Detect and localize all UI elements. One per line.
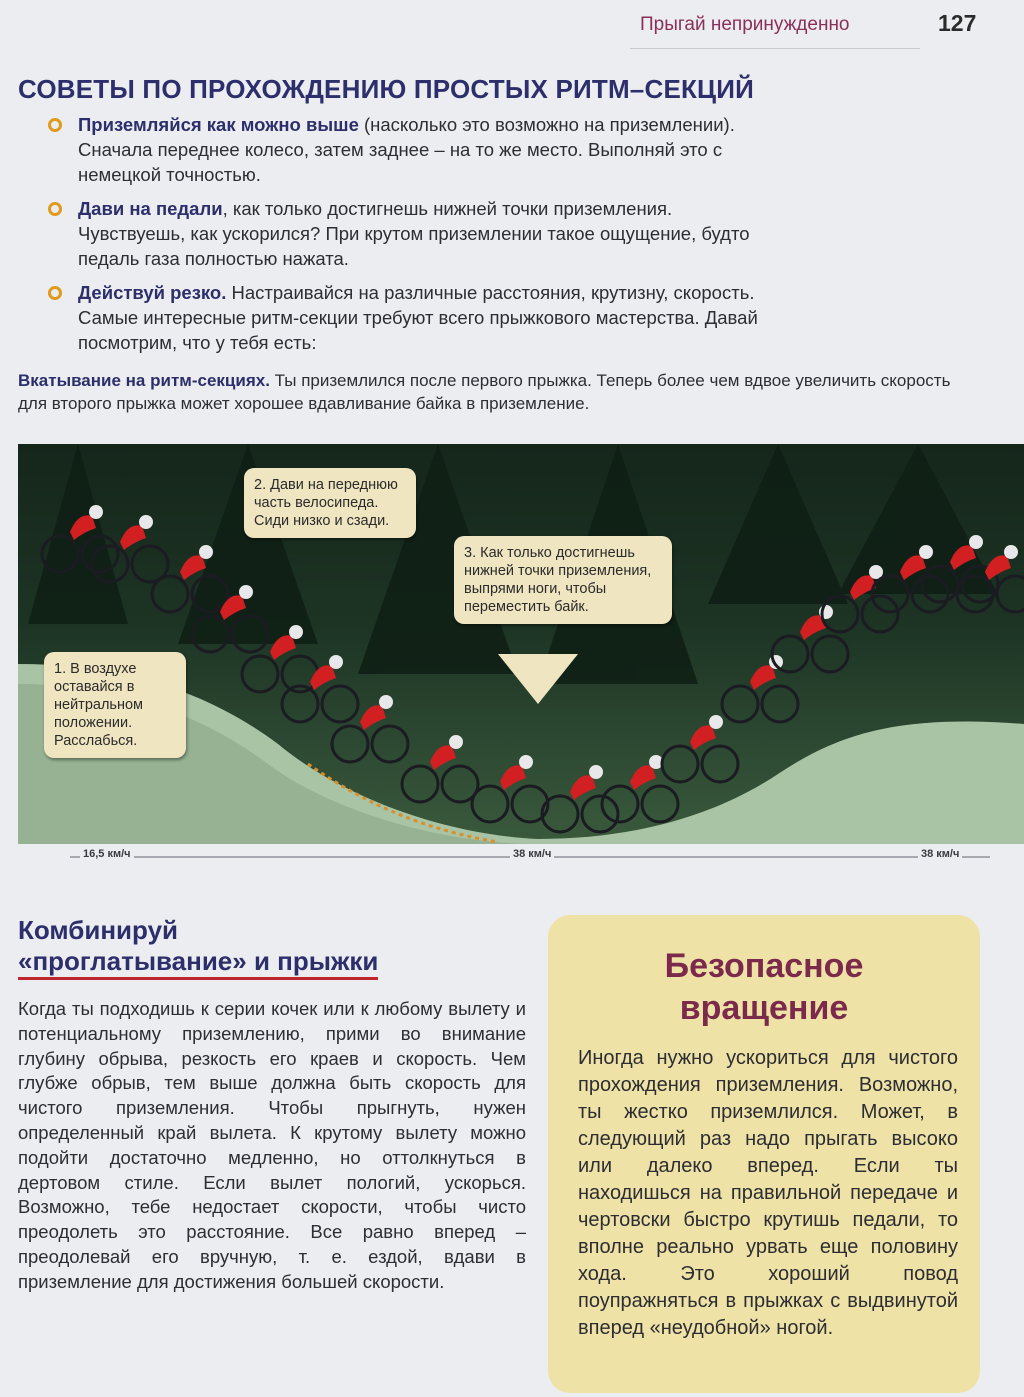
sidebar-title-line2: вращение bbox=[679, 989, 849, 1027]
rider-figure bbox=[332, 695, 408, 762]
tip-text: (насколько это возможно на приземлении). Сначала переднее колесо, затем заднее – на то же место. Выполняй это с немецкой точностью. bbox=[78, 114, 735, 185]
tip-lead: Дави на педали bbox=[78, 198, 223, 219]
speed-label-start: 16,5 км/ч bbox=[80, 848, 134, 860]
tips-list bbox=[78, 112, 783, 364]
tip-item bbox=[78, 280, 783, 355]
rider-figure bbox=[602, 755, 678, 822]
rider-sequence-illustration bbox=[18, 444, 1024, 844]
speed-label-end: 38 км/ч bbox=[918, 848, 962, 860]
callout-1: 1. В воздухе оставайся в нейтральном положении. Расслабься. bbox=[44, 652, 186, 758]
tip-item bbox=[78, 196, 783, 271]
combine-title-line2: «проглатывание» и прыжки bbox=[18, 946, 378, 980]
rider-figure bbox=[722, 655, 798, 722]
speed-label-middle: 38 км/ч bbox=[510, 848, 554, 860]
combine-title-line1: Комбинируй bbox=[18, 915, 179, 945]
sidebar-body: Иногда нужно ускориться для чистого прохождения приземления. Возможно, ты жестко приземлился. Может, в следующий раз надо прыгать высоко или далеко вперед. Если ты находишься на правильной передаче и чертовски быстро крутишь педали, то вполне реально урвать еще половину хода. Это хороший повод поупражняться в прыжках с выдвинутой вперед «неудобной» ногой. bbox=[578, 1047, 958, 1339]
caption-lead: Вкатывание на ритм-секциях. bbox=[18, 371, 270, 390]
sidebar-title-line1: Безопасное bbox=[664, 947, 864, 985]
rider-figure bbox=[772, 605, 848, 672]
page-number: 127 bbox=[938, 10, 977, 36]
tip-lead: Действуй резко. bbox=[78, 282, 227, 303]
photo-caption bbox=[18, 369, 983, 415]
section-title: СОВЕТЫ ПО ПРОХОЖДЕНИЮ ПРОСТЫХ РИТМ–СЕКЦИЙ bbox=[18, 74, 755, 104]
callout-2: 2. Дави на переднюю часть велосипеда. Сиди низко и сзади. bbox=[244, 468, 416, 538]
rider-figure bbox=[542, 765, 618, 832]
sidebar-title bbox=[548, 945, 980, 1029]
bullet-icon bbox=[48, 118, 62, 132]
rider-figure bbox=[402, 735, 478, 802]
combine-body: Когда ты подходишь к серии кочек или к любому вылету и потенциальному приземлению, прими во внимание глубину обрыва, резкость его краев и скорость. Чем глубже обрыв, тем выше должна быть скорость для чистого приземления. Чтобы прыгнуть, нужен определенный край вылета. К крутому вылету можно подойти достаточно медленно, но оттолкнуться в дертовом стиле. Если вылет пологий, ускорься. Возможно, тебе недостает скорости, чтобы чисто преодолеть это расстояние. Все равно вперед – преодолевай его вручную, т. е. ездой, вдави в приземление для достижения большей скорости. bbox=[18, 998, 526, 1292]
caption-text: Ты приземлился после первого прыжка. Теперь более чем вдвое увеличить скорость для второго прыжка может хорошее вдавливание байка в приземление. bbox=[18, 371, 951, 413]
bullet-icon bbox=[48, 202, 62, 216]
rider-figure bbox=[472, 755, 548, 822]
callout-3: 3. Как только достигнешь нижней точки приземления, выпрями ноги, чтобы переместить байк. bbox=[454, 536, 672, 624]
header-divider bbox=[630, 48, 920, 49]
tip-lead: Приземляйся как можно выше bbox=[78, 114, 359, 135]
speed-bar bbox=[70, 846, 990, 868]
bullet-icon bbox=[48, 286, 62, 300]
rider-figure bbox=[662, 715, 738, 782]
tip-text: Настраивайся на различные расстояния, крутизну, скорость. Самые интересные ритм-секции требуют всего прыжкового мастерства. Давай посмотрим, что у тебя есть: bbox=[78, 282, 758, 353]
tip-text: , как только достигнешь нижней точки приземления. Чувствуешь, как ускорился? При крутом приземлении такое ощущение, будто педаль газа полностью нажата. bbox=[78, 198, 750, 269]
rider-figure bbox=[282, 655, 358, 722]
sequence-photo bbox=[18, 444, 1024, 844]
combine-title bbox=[18, 915, 378, 977]
tip-item bbox=[78, 112, 783, 187]
sidebar-box bbox=[548, 915, 980, 1393]
running-title: Прыгай непринужденно bbox=[640, 14, 850, 35]
